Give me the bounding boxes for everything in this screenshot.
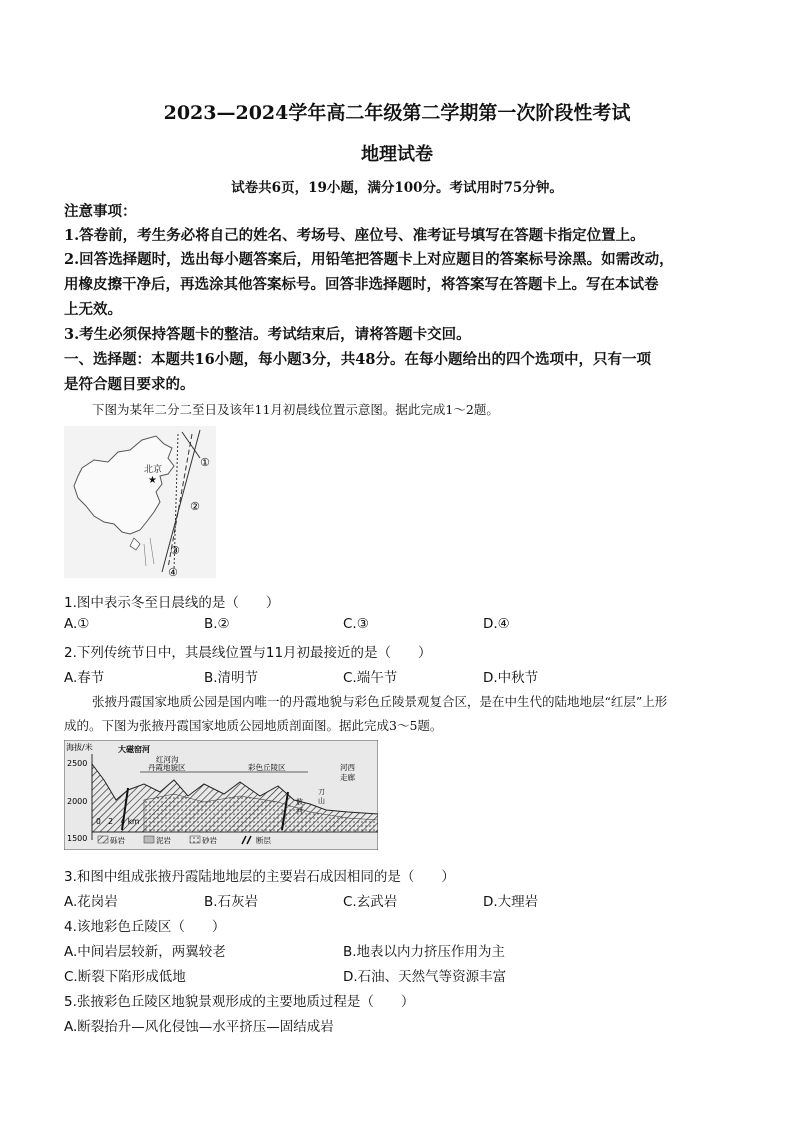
q5-option-a[interactable]: A.断裂抬升—风化侵蚀—水平挤压—固结成岩 [64, 1019, 334, 1035]
q1-option-c[interactable]: C.③ [343, 616, 369, 632]
profile-yaxis-title: 海拔/米 [66, 743, 93, 752]
q3-option-c[interactable]: C.玄武岩 [343, 894, 398, 910]
note-2-line1: 2.回答选择题时，选出每小题答案后，用铅笔把答题卡上对应题目的答案标号涂黑。如需改动， [64, 251, 674, 268]
q4-stem: 4.该地彩色丘陵区（ ） [64, 919, 226, 935]
map-label-3: ③ [170, 544, 180, 557]
note-1: 1.答卷前，考生务必将自己的姓名、考场号、座位号、准考证号填写在答题卡指定位置上。 [64, 227, 645, 244]
q3-option-b[interactable]: B.石灰岩 [204, 894, 259, 910]
note-2-line2: 用橡皮擦干净后，再选涂其他答案标号。回答非选择题时，将答案写在答题卡上。写在本试卷 [64, 276, 659, 293]
profile-ytick-1500: 1500 [67, 834, 88, 843]
legend-conglomerate-swatch [98, 836, 108, 843]
legend-mudstone: 泥岩 [156, 836, 171, 845]
map-city-label: 北京 [144, 465, 163, 475]
q2-option-b[interactable]: B.清明节 [204, 670, 259, 686]
exam-title: 2023—2024学年高二年级第二学期第一次阶段性考试 [163, 102, 631, 124]
q4-option-b[interactable]: B.地表以内力挤压作用为主 [343, 944, 506, 960]
intro-q1-2: 下图为某年二分二至日及该年11月初晨线位置示意图。据此完成1～2题。 [92, 402, 499, 417]
section-heading-line2: 是符合题目要求的。 [64, 376, 195, 393]
q1-stem: 1.图中表示冬至日晨线的是（ ） [64, 595, 280, 611]
section-heading-line1: 一、选择题：本题共16小题，每小题3分，共48分。在每小题给出的四个选项中，只有一项 [64, 351, 651, 368]
q3-option-a[interactable]: A.花岗岩 [64, 894, 118, 910]
legend-fault: 断层 [256, 836, 271, 845]
q4-option-a[interactable]: A.中间岩层较新，两翼较老 [64, 944, 226, 960]
profile-river-label: 敖 [296, 798, 303, 806]
intro-q3-5-line2: 成的。下图为张掖丹霞国家地质公园地质剖面图。据此完成3～5题。 [64, 718, 443, 733]
profile-left-label: 大磁窑河 [118, 745, 150, 754]
q1-option-b[interactable]: B.② [204, 616, 230, 632]
profile-corridor-label-1: 河西 [340, 763, 355, 772]
geologic-profile [64, 740, 378, 850]
notes-heading: 注意事项： [64, 203, 137, 220]
legend-mudstone-swatch [144, 836, 154, 843]
profile-scale: 0 2 4 km [96, 817, 140, 826]
q2-stem: 2.下列传统节日中，其晨线位置与11月初最接近的是（ ） [64, 645, 432, 661]
intro-q3-5-line1: 张掖丹霞国家地质公园是国内唯一的丹霞地貌与彩色丘陵景观复合区，是在中生代的陆地地层“红层”上形 [92, 694, 668, 709]
map-label-4: ④ [168, 566, 178, 578]
q1-option-d[interactable]: D.④ [483, 616, 510, 632]
q2-option-d[interactable]: D.中秋节 [483, 670, 539, 686]
note-2-line3: 上无效。 [64, 301, 122, 318]
profile-zone1-label-2: 丹霞地貌区 [148, 763, 186, 772]
terminator-map [64, 426, 216, 578]
q4-option-c[interactable]: C.断裂下陷形成低地 [64, 969, 186, 985]
exam-subtitle: 地理试卷 [361, 144, 433, 165]
profile-corridor-label-2: 走廊 [340, 773, 355, 782]
q2-option-a[interactable]: A.春节 [64, 670, 105, 686]
exam-info: 试卷共6页，19小题，满分100分。考试用时75分钟。 [231, 180, 563, 196]
legend-sandstone: 砂岩 [202, 836, 217, 845]
profile-ytick-2000: 2000 [67, 797, 88, 806]
map-label-2: ② [190, 500, 200, 513]
profile-zone1-label-1: 红河沟 [156, 755, 179, 764]
q2-option-c[interactable]: C.端午节 [343, 670, 398, 686]
legend-sandstone-swatch [190, 836, 200, 843]
q4-option-d[interactable]: D.石油、天然气等资源丰富 [343, 969, 507, 985]
profile-mountain-label-1: 刀 [318, 788, 325, 796]
q5-stem: 5.张掖彩色丘陵区地貌景观形成的主要地质过程是（ ） [64, 994, 415, 1010]
profile-river-label-2: 河 [296, 807, 303, 815]
map-label-1: ① [200, 456, 210, 469]
profile-mountain-label-2: 山 [318, 797, 325, 805]
q3-option-d[interactable]: D.大理岩 [483, 894, 539, 910]
note-3: 3.考生必须保持答题卡的整洁。考试结束后，请将答题卡交回。 [64, 326, 471, 343]
profile-zone2-label: 彩色丘陵区 [248, 763, 286, 772]
legend-conglomerate: 砾岩 [110, 836, 125, 845]
q1-option-a[interactable]: A.① [64, 616, 90, 632]
profile-ytick-2500: 2500 [67, 759, 88, 768]
beijing-star-icon: ★ [148, 475, 157, 486]
q3-stem: 3.和图中组成张掖丹霞陆地地层的主要岩石成因相同的是（ ） [64, 869, 455, 885]
